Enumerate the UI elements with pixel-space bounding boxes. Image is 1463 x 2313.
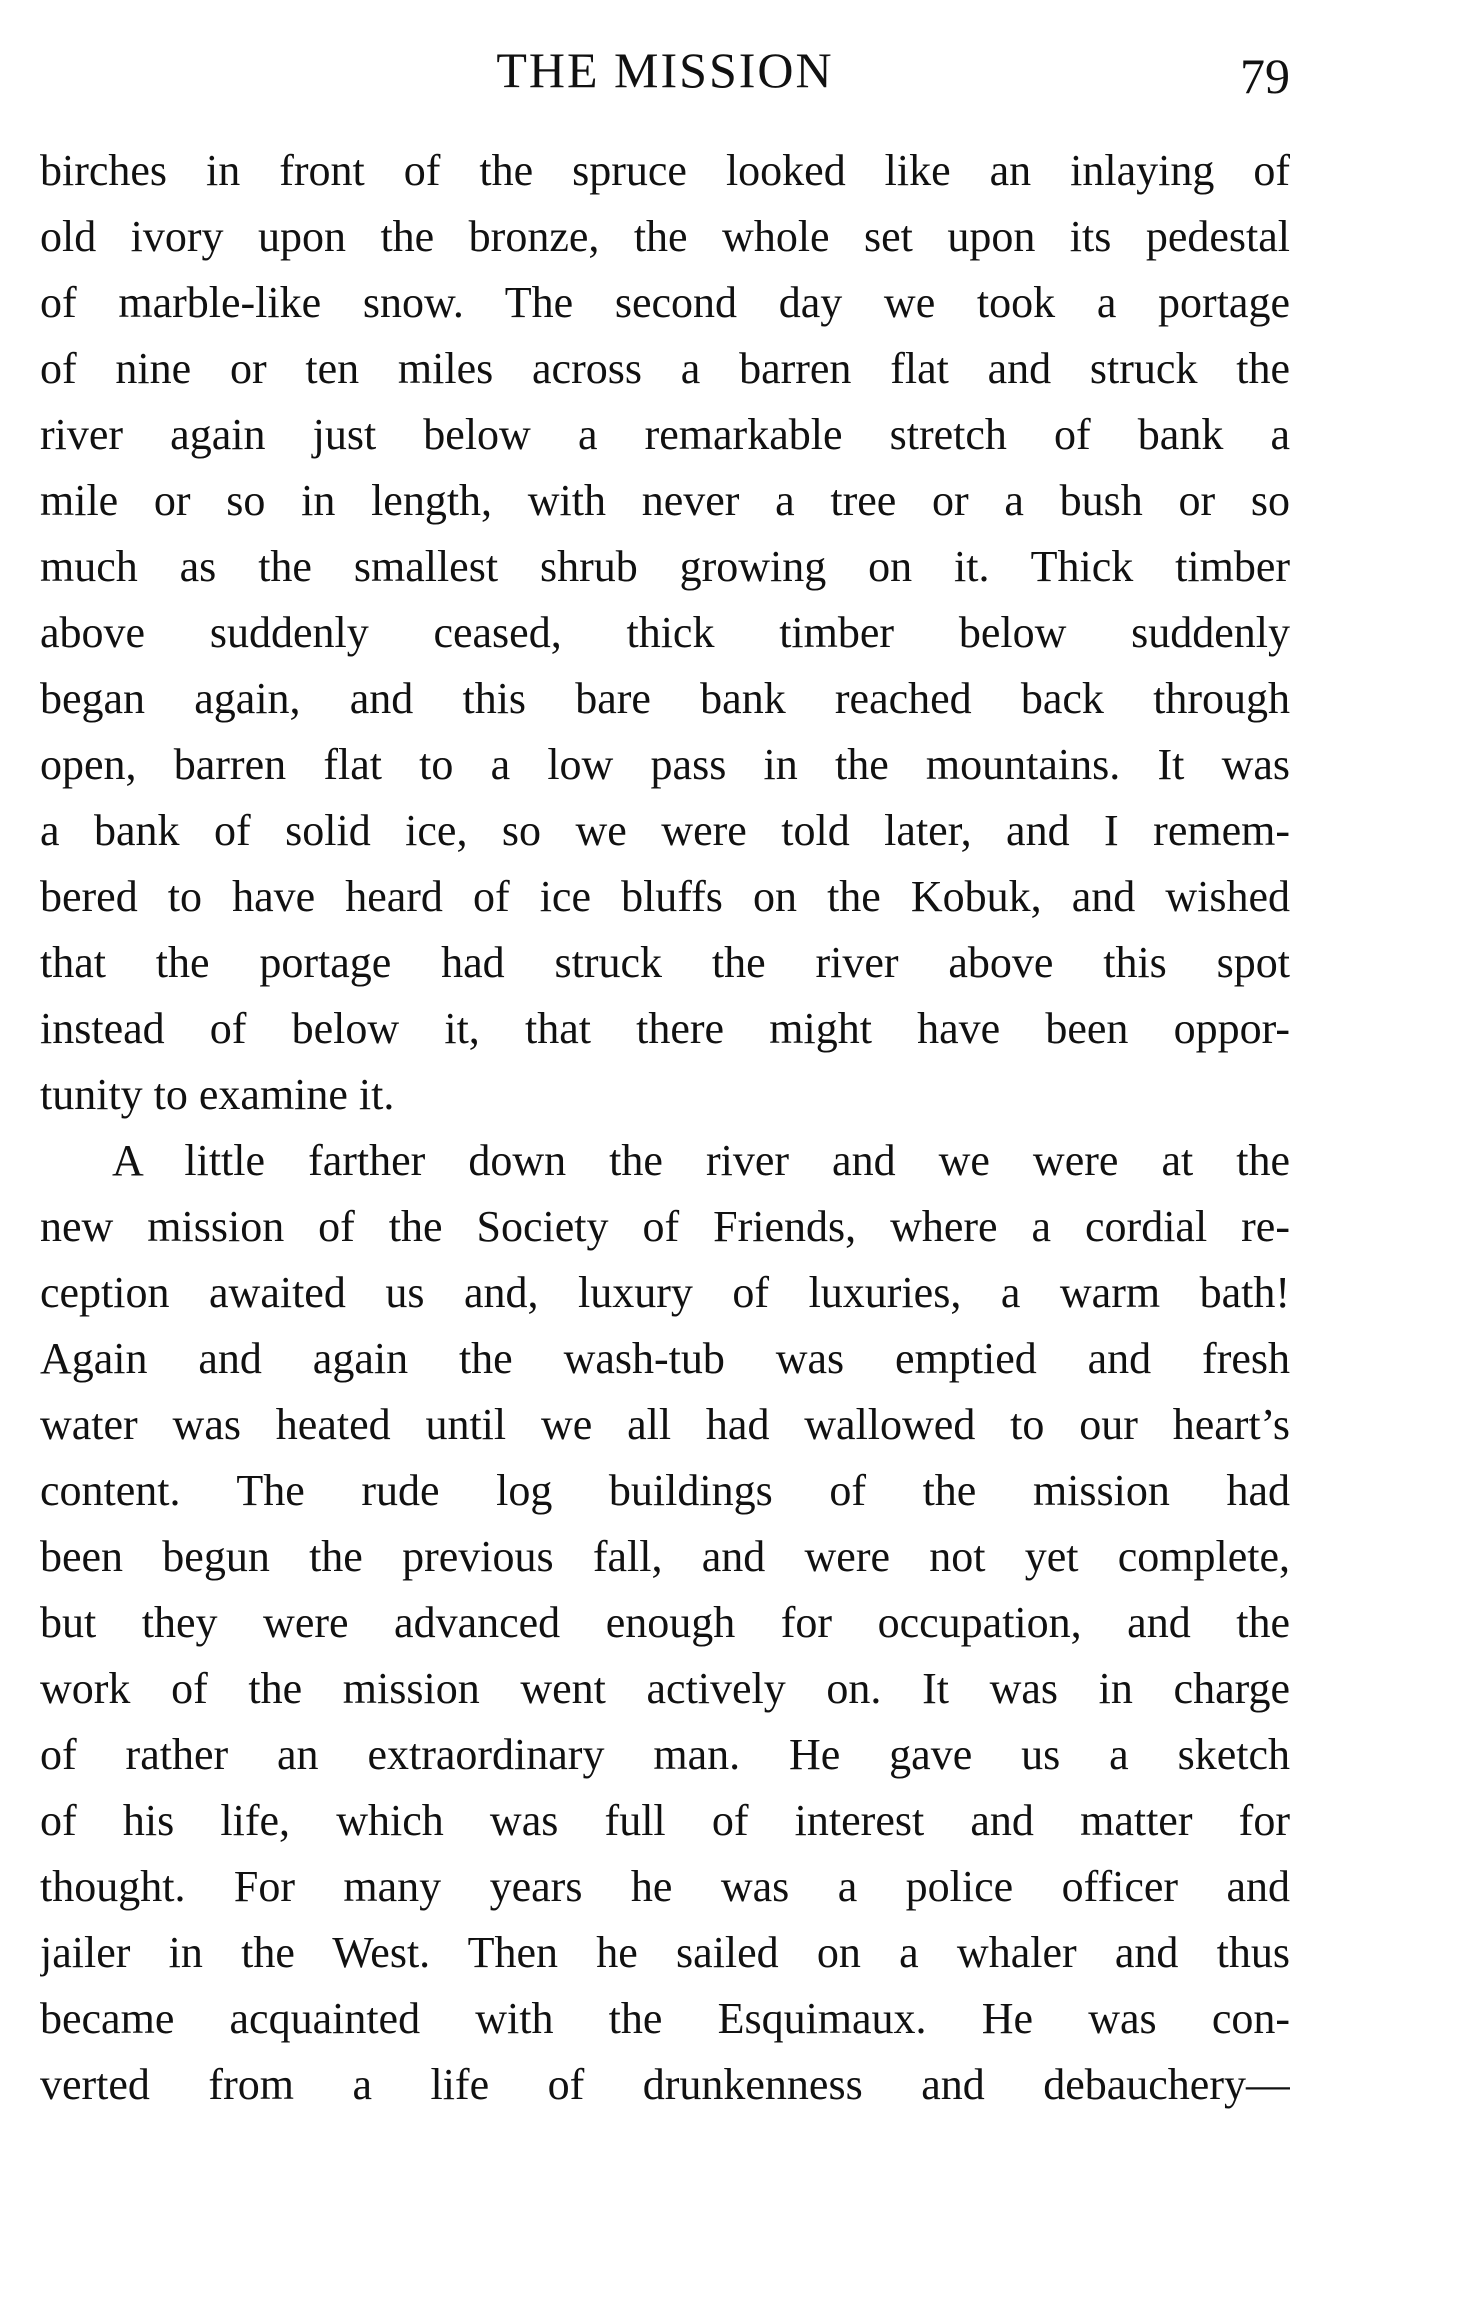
text-line: a bank of solid ice, so we were told later, and I remem-: [40, 806, 1290, 855]
text-line: work of the mission went actively on. It was in charge: [40, 1664, 1290, 1713]
text-line: been begun the previous fall, and were not yet complete,: [40, 1532, 1290, 1581]
running-head: THE MISSION: [496, 42, 834, 98]
page-header: [40, 30, 1290, 120]
text-line: much as the smallest shrub growing on it. Thick timber: [40, 542, 1290, 591]
text-line: jailer in the West. Then he sailed on a whaler and thus: [40, 1928, 1290, 1977]
body-text: [40, 138, 1290, 2118]
text-line: but they were advanced enough for occupation, and the: [40, 1598, 1290, 1647]
text-line: new mission of the Society of Friends, where a cordial re-: [40, 1202, 1290, 1251]
text-line: verted from a life of drunkenness and debauchery—: [40, 2060, 1290, 2109]
text-line: of rather an extraordinary man. He gave us a sketch: [40, 1730, 1290, 1779]
text-line: of nine or ten miles across a barren flat and struck the: [40, 344, 1290, 393]
text-line: A little farther down the river and we were at the: [112, 1136, 1290, 1185]
text-line: Again and again the wash-tub was emptied and fresh: [40, 1334, 1290, 1383]
text-line: birches in front of the spruce looked like an inlaying of: [40, 146, 1290, 195]
text-line: began again, and this bare bank reached back through: [40, 674, 1290, 723]
text-line: instead of below it, that there might have been oppor-: [40, 1004, 1290, 1053]
page-number: 79: [1240, 48, 1290, 104]
text-line: old ivory upon the bronze, the whole set upon its pedestal: [40, 212, 1290, 261]
text-line: that the portage had struck the river above this spot: [40, 938, 1290, 987]
text-line: mile or so in length, with never a tree or a bush or so: [40, 476, 1290, 525]
text-line: open, barren flat to a low pass in the mountains. It was: [40, 740, 1290, 789]
text-line: thought. For many years he was a police officer and: [40, 1862, 1290, 1911]
text-line: tunity to examine it.: [40, 1070, 395, 1119]
text-line: bered to have heard of ice bluffs on the Kobuk, and wished: [40, 872, 1290, 921]
text-line: above suddenly ceased, thick timber below suddenly: [40, 608, 1290, 657]
text-line: of marble-like snow. The second day we took a portage: [40, 278, 1290, 327]
text-line: content. The rude log buildings of the mission had: [40, 1466, 1290, 1515]
text-line: water was heated until we all had wallowed to our heart’s: [40, 1400, 1290, 1449]
text-line: of his life, which was full of interest and matter for: [40, 1796, 1290, 1845]
text-line: river again just below a remarkable stretch of bank a: [40, 410, 1290, 459]
text-line: became acquainted with the Esquimaux. He was con-: [40, 1994, 1290, 2043]
book-page: [40, 30, 1290, 2280]
text-line: ception awaited us and, luxury of luxuries, a warm bath!: [40, 1268, 1290, 1317]
